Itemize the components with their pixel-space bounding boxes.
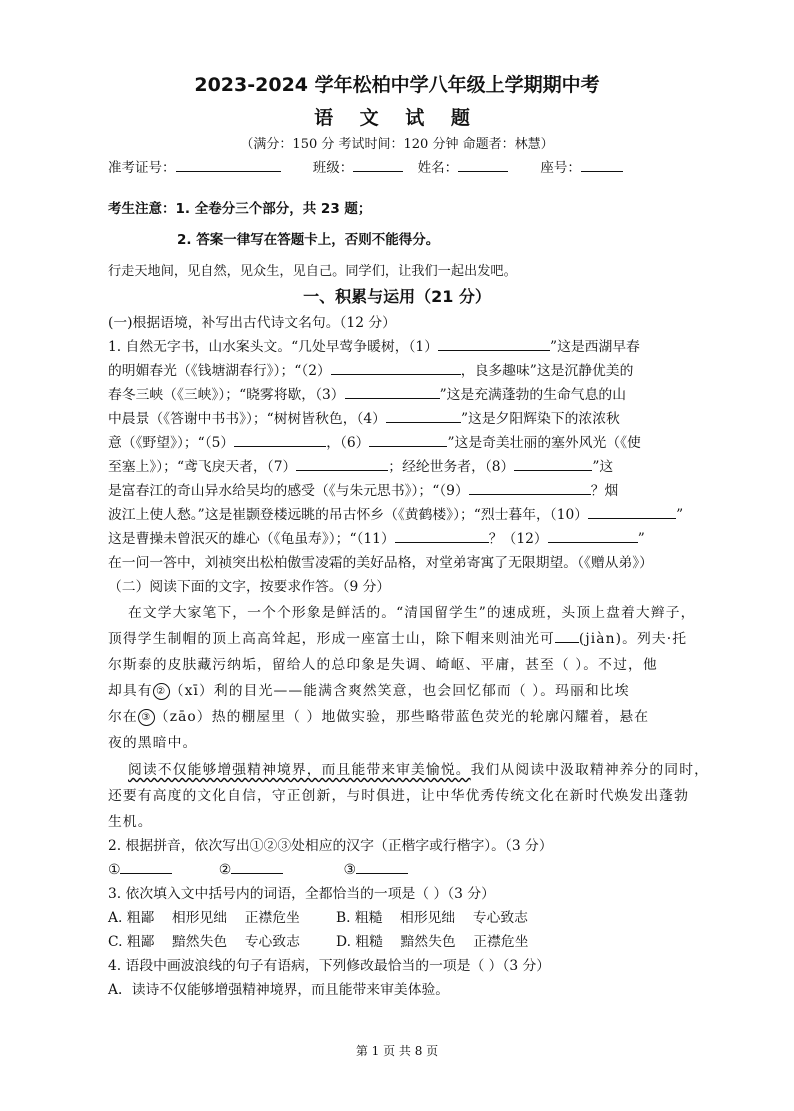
passage-line-4: [108, 679, 708, 703]
passage-line-5: [108, 705, 708, 729]
passage-line-9: 生机。: [108, 814, 153, 830]
q1-line-2: [108, 359, 708, 383]
q3-option-a[interactable]: A. 粗鄙 相形见绌 正襟危坐: [108, 910, 300, 926]
q2-text: 2. 根据拼音，依次写出①②③处相应的汉字（正楷字或行楷字）。（3 分）: [108, 838, 553, 854]
q3-option-d[interactable]: D. 粗糙 黯然失色 正襟危坐: [336, 934, 529, 950]
q2-label-3: ③: [343, 862, 356, 878]
exam-meta: （满分：150 分 考试时间：120 分钟 命题者：林慧）: [240, 137, 554, 152]
q4-option-a[interactable]: A．读诗不仅能够增强精神境界，而且能带来审美体验。: [108, 982, 450, 998]
q1-line-8: [108, 503, 708, 527]
answer-blank-12[interactable]: [548, 528, 638, 543]
student-info-fields: [108, 156, 708, 176]
q1-text: ？烟: [590, 483, 619, 499]
answer-blank-6[interactable]: [369, 432, 447, 447]
q1-text: 意（《野望》）；“（5）: [108, 435, 235, 451]
passage-text: 却具有: [108, 683, 153, 699]
q1-text: ”这是充满蓬勃的生命气息的山: [439, 387, 626, 403]
exam-no-label: 准考证号：: [108, 160, 176, 176]
q1-text: 波江上使人愁。”这是崔颢登楼远眺的吊古怀乡（《黄鹤楼》）；“烈士暮年，（10）: [108, 507, 589, 523]
exam-title: 2023-2024 学年松柏中学八年级上学期期中考: [194, 74, 600, 96]
passage-line-6: 夜的黑暗中。: [108, 735, 198, 751]
page-footer: 第 1 页 共 8 页: [355, 1044, 439, 1058]
circle-marker-2: ②: [153, 683, 170, 700]
wavy-sentence: 阅读不仅能够增强精神境界，而且能带来审美愉悦。: [128, 762, 471, 778]
q1-text: 春冬三峡（《三峡》）；“晓雾将歇，（3）: [108, 387, 345, 403]
class-blank[interactable]: [353, 159, 403, 172]
q1-line-5: [108, 431, 708, 455]
part1-heading: (一)根据语境，补写出古代诗文名句。（12 分）: [108, 315, 396, 331]
q1-text: ”: [637, 531, 645, 547]
answer-blank-8[interactable]: [514, 456, 592, 471]
q2-label-2: ②: [218, 862, 232, 878]
notice-item-1: 1. 全卷分三个部分，共 23 题；: [175, 201, 372, 217]
q1-text: 1. 自然无字书，山水案头文。“几处早莺争暖树，（1）: [108, 339, 439, 355]
q1-text: ；经纶世务者，（8）: [388, 459, 515, 475]
notice-line-1: [108, 197, 708, 221]
q4-text: 4. 语段中画波浪线的句子有语病，下列修改最恰当的一项是（ ）（3 分）: [108, 958, 551, 974]
q3-text: 3. 依次填入文中括号内的词语，全都恰当的一项是（ ）（3 分）: [108, 886, 495, 902]
pinyin-blank-1[interactable]: [555, 628, 579, 643]
passage-text: （zāo）热的棚屋里（ ）地做实验，那些略带蓝色荧光的轮廓闪耀着，悬在: [154, 709, 650, 725]
passage-line-2: [108, 627, 708, 651]
q3-options-row-2: [108, 930, 708, 954]
answer-blank-3[interactable]: [345, 384, 440, 399]
q2-answers: [108, 858, 708, 882]
q1-text: ”: [676, 507, 684, 523]
q1-text: 中晨景（《答谢中书书》）；“树树皆秋色，（4）: [108, 411, 386, 427]
q1-text: ”这是西湖早春: [550, 339, 640, 355]
seat-label: 座号：: [540, 160, 581, 176]
answer-blank-5[interactable]: [234, 432, 326, 447]
q1-text: 至塞上》）；“鸢飞戾天者，（7）: [108, 459, 297, 475]
passage-text: (jiàn)。列夫·托: [578, 631, 688, 647]
passage-line-7: [128, 758, 708, 782]
name-blank[interactable]: [458, 159, 508, 172]
answer-blank-11[interactable]: [395, 528, 489, 543]
notice-item-2: 2. 答案一律写在答题卡上，否则不能得分。: [177, 232, 440, 248]
answer-blank-10[interactable]: [588, 504, 676, 519]
answer-blank-4[interactable]: [386, 408, 461, 423]
q1-text: ？（12）: [488, 531, 548, 547]
answer-blank-1[interactable]: [438, 336, 550, 351]
q3-option-c[interactable]: C. 粗鄙 黯然失色 专心致志: [108, 934, 300, 950]
q1-text: 是富春江的奇山异水给吴均的感受（《与朱元思书》）；“（9）: [108, 483, 469, 499]
passage-text: 顶得学生制帽的顶上高高耸起，形成一座富士山，除下帽来则油光可: [108, 631, 555, 647]
q1-line-9: [108, 527, 708, 551]
q3-options-row-1: [108, 906, 708, 930]
part2-heading: （二）阅读下面的文字，按要求作答。（9 分）: [108, 579, 391, 595]
name-label: 姓名：: [417, 160, 459, 176]
q1-text: ”这是夕阳辉染下的浓浓秋: [460, 411, 620, 427]
q1-text: ”这: [592, 459, 614, 475]
exam-no-blank[interactable]: [176, 159, 281, 172]
q3-option-b[interactable]: B. 粗糙 相形见绌 专心致志: [336, 910, 528, 926]
passage-line-1: 在文学大家笔下，一个个形象是鲜活的。“清国留学生”的速成班，头顶上盘着大辫子，: [128, 605, 696, 621]
q2-blank-1[interactable]: [120, 859, 172, 874]
q1-text: 这是曹操未曾泯灭的雄心（《龟虽寿》）；“（11）: [108, 531, 395, 547]
q1-line-1: [108, 335, 708, 359]
q1-text: ，（6）: [326, 435, 370, 451]
q2-blank-3[interactable]: [356, 859, 408, 874]
q1-line-10: 在一问一答中，刘祯突出松柏傲雪凌霜的美好品格，对堂弟寄寓了无限期望。（《赠从弟》）: [108, 555, 653, 571]
passage-text: （xī）利的目光——能满含爽然笑意，也会回忆郁而（ ）。玛丽和比埃: [169, 683, 630, 699]
q1-line-3: [108, 383, 708, 407]
circle-marker-3: ③: [138, 709, 155, 726]
answer-blank-9[interactable]: [469, 480, 591, 495]
passage-text: 尔在: [108, 709, 138, 725]
passage-line-3: 尔斯泰的皮肤藏污纳垢，留给人的总印象是失调、崎岖、平庸，甚至（ ）。不过，他: [108, 657, 658, 673]
answer-blank-7[interactable]: [296, 456, 388, 471]
q1-line-6: [108, 455, 708, 479]
passage-text: 我们从阅读中汲取精神养分的同时，: [470, 762, 709, 778]
q1-text: ，良多趣味”这是沉静优美的: [460, 363, 634, 379]
exam-subtitle: 语 文 试 题: [314, 107, 480, 129]
motto: 行走天地间，见自然，见众生，见自己。同学们，让我们一起出发吧。: [108, 264, 517, 279]
passage-line-8: 还要有高度的文化自信，守正创新，与时俱进，让中华优秀传统文化在新时代焕发出蓬勃: [108, 788, 689, 804]
q2-blank-2[interactable]: [231, 859, 283, 874]
q1-line-7: [108, 479, 708, 503]
class-label: 班级：: [312, 160, 354, 176]
seat-blank[interactable]: [581, 159, 623, 172]
q2-label-1: ①: [108, 862, 121, 878]
notice-label: 考生注意：: [108, 201, 176, 217]
q1-line-4: [108, 407, 708, 431]
answer-blank-2[interactable]: [331, 360, 461, 375]
q1-text: ”这是奇美壮丽的塞外风光（《使: [447, 435, 641, 451]
q1-text: 的明媚春光（《钱塘湖春行》）；“（2）: [108, 363, 331, 379]
section-1-title: 一、积累与运用（21 分）: [303, 287, 491, 306]
